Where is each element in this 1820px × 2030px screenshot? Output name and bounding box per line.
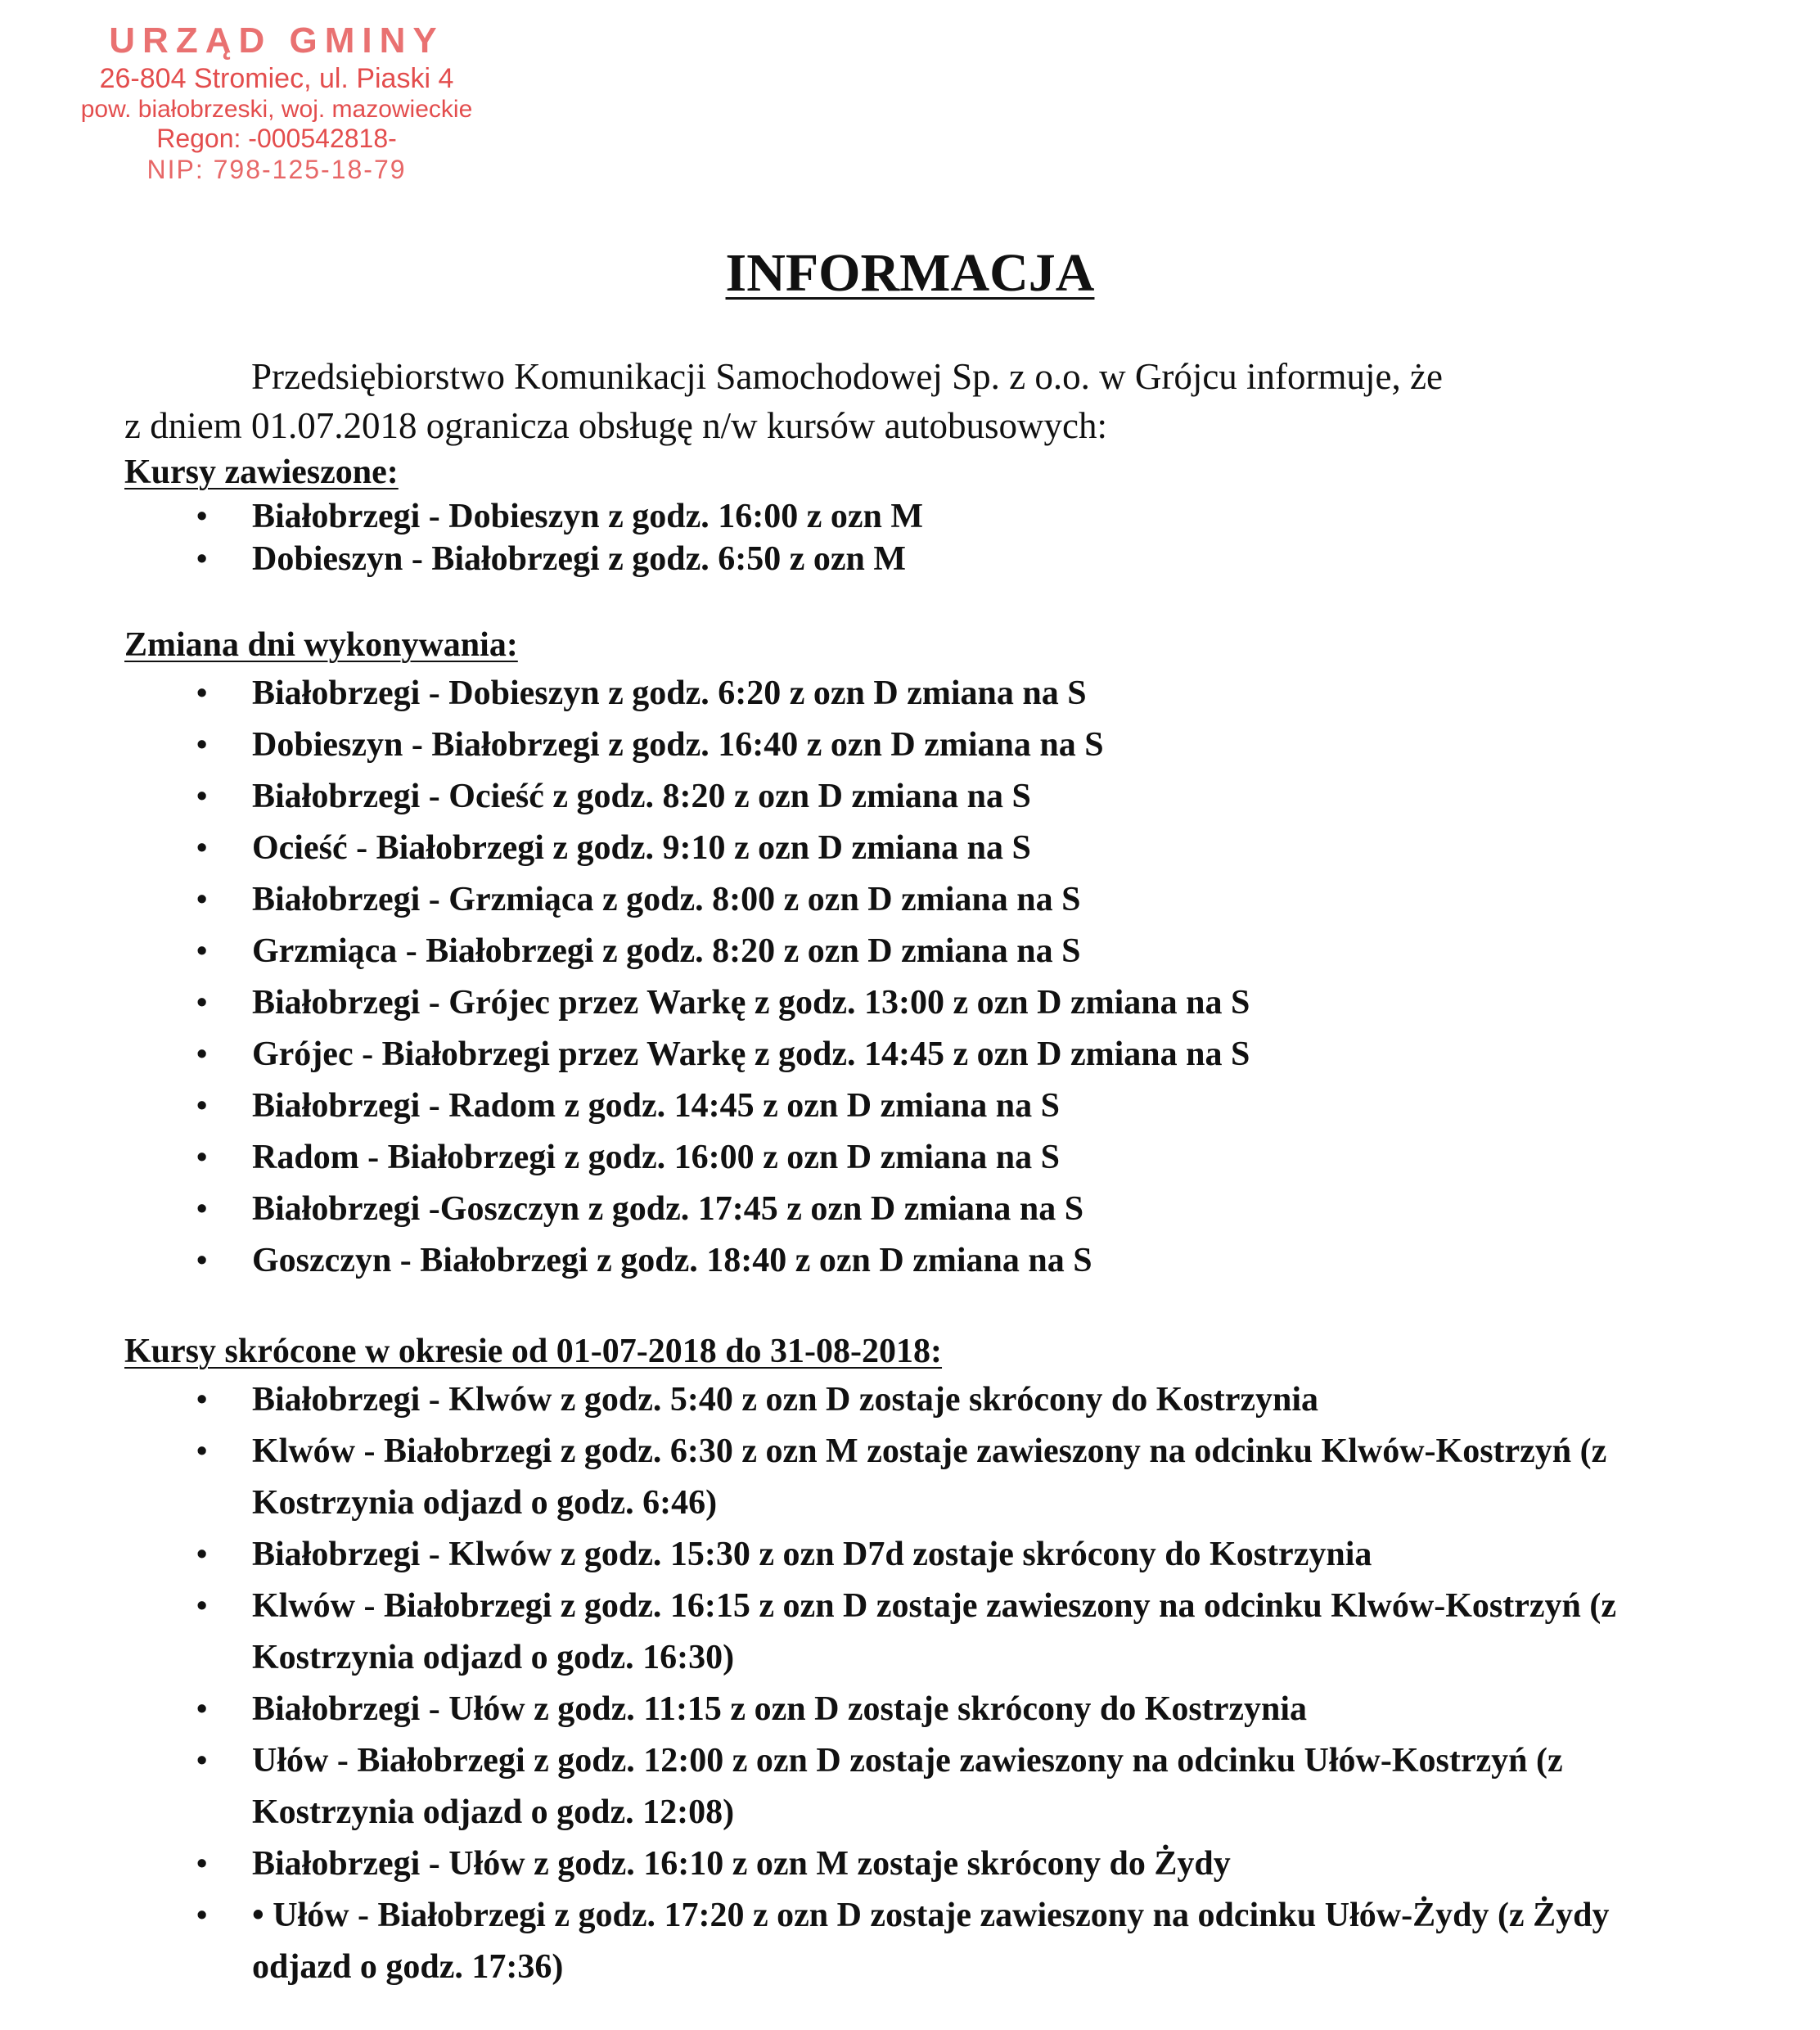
stamp-nip: NIP: 798-125-18-79: [146, 155, 407, 185]
list-item: [124, 668, 1679, 720]
list-item: [124, 1132, 1679, 1184]
bullet-icon: •: [196, 1434, 208, 1468]
list-item-text: Białobrzegi - Grzmiąca z godz. 8:00 z ozn D zmiana na S: [252, 881, 1081, 918]
bullet-icon: •: [196, 676, 208, 710]
bullet-icon: •: [196, 1037, 208, 1071]
list-item: [124, 926, 1679, 977]
bullet-icon: •: [196, 1847, 208, 1881]
list-item-text: Białobrzegi -Goszczyn z godz. 17:45 z ozn D zmiana na S: [252, 1190, 1084, 1228]
intro-line-2: z dniem 01.07.2018 ogranicza obsługę n/w kursów autobusowych:: [124, 405, 1108, 446]
list-item-text: Białobrzegi - Radom z godz. 14:45 z ozn D zmiana na S: [252, 1087, 1060, 1125]
spacer: [124, 1287, 1704, 1329]
suspended-list: [124, 495, 1704, 580]
list-item: [124, 538, 1679, 580]
section-heading-suspended: Kursy zawieszone:: [124, 453, 399, 491]
list-item: [124, 720, 1679, 771]
list-item: [124, 1529, 1679, 1581]
intro-line-1: Przedsiębiorstwo Komunikacji Samochodowej Sp. z o.o. w Grójcu informuje, że: [251, 356, 1443, 397]
stamp-office-name: URZĄD GMINY: [109, 20, 444, 61]
list-item: [124, 874, 1679, 926]
bullet-icon: •: [196, 831, 208, 865]
list-item: [124, 771, 1679, 823]
list-item-text: Białobrzegi - Klwów z godz. 5:40 z ozn D zostaje skrócony do Kostrzynia: [252, 1381, 1319, 1419]
list-item: [124, 1029, 1679, 1080]
list-item: [124, 1890, 1679, 1993]
bullet-icon: •: [196, 1383, 208, 1417]
section-heading-shortened: Kursy skrócone w okresie od 01-07-2018 do 31-08-2018:: [124, 1333, 943, 1370]
document-body: [124, 352, 1704, 1993]
bullet-icon: •: [196, 1537, 208, 1572]
list-item-text: Ułów - Białobrzegi z godz. 12:00 z ozn D zostaje zawieszony na odcinku Ułów-Kostrzyń (z Kostrzynia odjazd o godz. 12:08): [252, 1742, 1563, 1831]
list-item: [124, 823, 1679, 874]
list-item: [124, 1684, 1679, 1735]
bullet-icon: •: [196, 1898, 208, 1933]
section-heading-days-change: Zmiana dni wykonywania:: [124, 626, 518, 664]
list-item: [124, 1838, 1679, 1890]
bullet-icon: •: [196, 728, 208, 762]
bullet-icon: •: [196, 1089, 208, 1123]
spacer: [124, 580, 1704, 623]
bullet-icon: •: [196, 882, 208, 917]
list-item: [124, 1735, 1679, 1838]
list-item: [124, 1184, 1679, 1235]
list-item-text: Klwów - Białobrzegi z godz. 6:30 z ozn M zostaje zawieszony na odcinku Klwów-Kostrzyń (z Kostrzynia odjazd o godz. 6:46): [252, 1432, 1607, 1522]
stamp-regon: Regon: -000542818-: [156, 124, 397, 154]
bullet-icon: •: [196, 1192, 208, 1226]
list-item-text: Białobrzegi - Ocieść z godz. 8:20 z ozn D zmiana na S: [252, 778, 1031, 815]
list-item: [124, 1581, 1679, 1684]
list-item: [124, 495, 1679, 538]
list-item: [124, 1235, 1679, 1287]
bullet-icon: •: [196, 934, 208, 968]
list-item-text: • Ułów - Białobrzegi z godz. 17:20 z ozn D zostaje zawieszony na odcinku Ułów-Żydy (z Żydy odjazd o godz. 17:36): [252, 1897, 1610, 1986]
list-item-text: Dobieszyn - Białobrzegi z godz. 6:50 z ozn M: [252, 540, 907, 578]
list-item-text: Goszczyn - Białobrzegi z godz. 18:40 z ozn D zmiana na S: [252, 1242, 1092, 1279]
list-item-text: Grójec - Białobrzegi przez Warkę z godz. 14:45 z ozn D zmiana na S: [252, 1035, 1250, 1073]
bullet-icon: •: [196, 499, 208, 534]
list-item: [124, 1374, 1679, 1426]
intro-paragraph: [124, 352, 1704, 450]
list-item-text: Klwów - Białobrzegi z godz. 16:15 z ozn D zostaje zawieszony na odcinku Klwów-Kostrzyń (z Kostrzynia odjazd o godz. 16:30): [252, 1587, 1616, 1676]
list-item-text: Grzmiąca - Białobrzegi z godz. 8:20 z ozn D zmiana na S: [252, 932, 1081, 970]
bullet-icon: •: [196, 542, 208, 576]
list-item-text: Białobrzegi - Klwów z godz. 15:30 z ozn D7d zostaje skrócony do Kostrzynia: [252, 1536, 1372, 1573]
bullet-icon: •: [196, 779, 208, 814]
office-stamp: [39, 20, 514, 186]
list-item: [124, 977, 1679, 1029]
stamp-district: pow. białobrzeski, woj. mazowieckie: [80, 96, 473, 124]
list-item: [124, 1426, 1679, 1529]
list-item-text: Białobrzegi - Dobieszyn z godz. 16:00 z ozn M: [252, 498, 924, 535]
list-item-text: Radom - Białobrzegi z godz. 16:00 z ozn D zmiana na S: [252, 1139, 1060, 1176]
bullet-icon: •: [196, 1692, 208, 1726]
days-change-list: [124, 668, 1704, 1287]
list-item-text: Białobrzegi - Ułów z godz. 11:15 z ozn D zostaje skrócony do Kostrzynia: [252, 1690, 1308, 1728]
list-item: [124, 1080, 1679, 1132]
list-item-text: Białobrzegi - Dobieszyn z godz. 6:20 z ozn D zmiana na S: [252, 674, 1087, 712]
stamp-address: 26-804 Stromiec, ul. Piaski 4: [99, 62, 454, 94]
list-item-text: Ocieść - Białobrzegi z godz. 9:10 z ozn D zmiana na S: [252, 829, 1031, 867]
document-title: INFORMACJA: [725, 243, 1095, 303]
shortened-list: [124, 1374, 1704, 1993]
bullet-icon: •: [196, 986, 208, 1020]
bullet-icon: •: [196, 1744, 208, 1778]
list-item-text: Białobrzegi - Ułów z godz. 16:10 z ozn M zostaje skrócony do Żydy: [252, 1845, 1231, 1883]
bullet-icon: •: [196, 1589, 208, 1623]
list-item-text: Białobrzegi - Grójec przez Warkę z godz. 13:00 z ozn D zmiana na S: [252, 984, 1250, 1022]
bullet-icon: •: [196, 1140, 208, 1175]
list-item-text: Dobieszyn - Białobrzegi z godz. 16:40 z ozn D zmiana na S: [252, 726, 1104, 764]
bullet-icon: •: [196, 1243, 208, 1278]
